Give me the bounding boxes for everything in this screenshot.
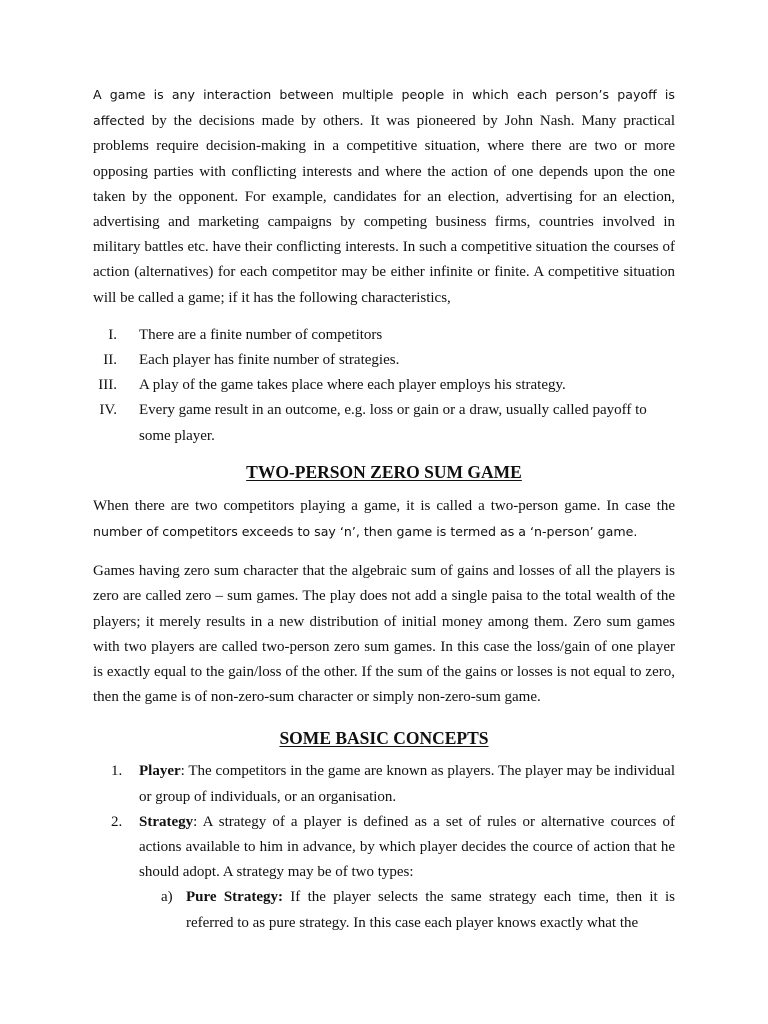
document-page	[93, 82, 675, 936]
term-player: Player	[139, 763, 181, 780]
list-item	[93, 348, 675, 373]
list-item-text: There are a finite number of competitors	[139, 326, 383, 343]
list-item-player	[93, 759, 675, 809]
pure-strategy-definition: If the player selects the same strategy each time, then it is referred to as pure strategy. In this case each player knows exactly what the	[186, 889, 676, 931]
list-item	[93, 398, 675, 448]
paragraph-gap	[93, 545, 675, 559]
list-item-number: IV.	[99, 402, 117, 419]
list-item-strategy	[93, 810, 675, 936]
list-item-pure-strategy	[139, 885, 675, 935]
term-strategy: Strategy	[139, 813, 194, 830]
intro-body: by the decisions made by others. It was pioneered by John Nash. Many practical problems require decision-making in a competitive situation, where there are two or more opposing parties with conflicting interests and where the action of one depends upon the one taken by the opponent. For example, candidates for an election, advertising for an election, advertising and marketing campaigns by competing business firms, countries involved in military battles etc. have their conflicting interests. In such a competitive situation the courses of action (alternatives) for each competitor may be either infinite or finite. A competitive situation will be called a game; if it has the following characteristics,	[93, 113, 675, 306]
list-item-text: Every game result in an outcome, e.g. loss or gain or a draw, usually called payoff to some player.	[139, 402, 647, 444]
player-definition: : The competitors in the game are known as players. The player may be individual or group of individuals, or an organisation.	[139, 763, 675, 805]
n-person-sentence: number of competitors exceeds to say ‘n’, then game is termed as a ‘n-person’ game.	[93, 524, 638, 540]
list-item-number: III.	[98, 377, 117, 394]
list-item-number: I.	[108, 326, 117, 343]
list-item	[93, 323, 675, 348]
list-item-text: A play of the game takes place where each player employs his strategy.	[139, 377, 566, 394]
characteristics-list	[93, 323, 675, 449]
list-item-text: Each player has finite number of strategies.	[139, 352, 400, 369]
strategy-types-list	[139, 885, 675, 935]
two-person-lead: When there are two competitors playing a game, it is called a two-person game. In case the	[93, 497, 675, 514]
section-heading-basic-concepts: SOME BASIC CONCEPTS	[279, 728, 489, 749]
intro-lead: A game is any interaction between multiple people in which each person’s payoff is affected	[93, 87, 675, 129]
two-person-definition	[93, 494, 675, 545]
strategy-definition: : A strategy of a player is defined as a set of rules or alternative cources of actions available to him in advance, by which player decides the cource of action that he should adopt. A strategy may be of two types:	[139, 813, 675, 881]
list-item	[93, 373, 675, 398]
section-heading-two-person: TWO-PERSON ZERO SUM GAME	[246, 461, 522, 482]
list-item-number: II.	[103, 352, 117, 369]
zero-sum-paragraph: Games having zero sum character that the algebraic sum of gains and losses of all the players is zero are called zero – sum games. The play does not add a single paisa to the total wealth of the players; it merely results in a new distribution of initial money among them. Zero sum games with two players are called two-person zero sum games. In this case the loss/gain of one player is exactly equal to the gain/loss of the other. If the sum of the gains or losses is not equal to zero, then the game is of non-zero-sum character or simply non-zero-sum game.	[93, 563, 675, 706]
term-pure-strategy: Pure Strategy:	[186, 889, 283, 906]
list-item-letter: a)	[161, 889, 173, 906]
intro-paragraph	[93, 82, 675, 311]
list-item-number: 2.	[111, 813, 123, 830]
concepts-list	[93, 759, 675, 935]
list-item-number: 1.	[111, 763, 123, 780]
